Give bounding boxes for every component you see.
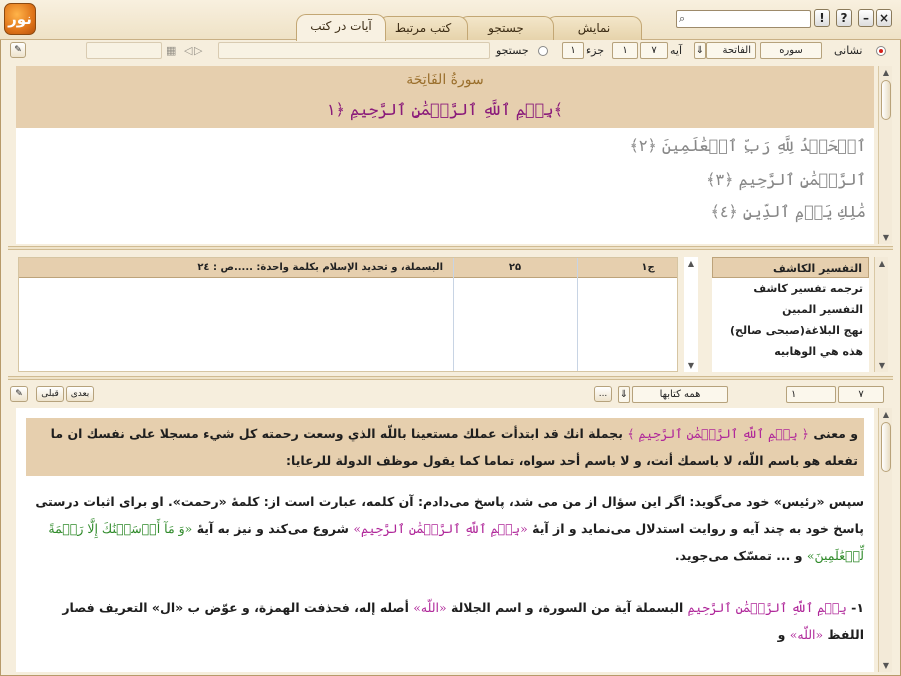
scroll-down-icon[interactable]: ▼ bbox=[882, 233, 890, 242]
splitter[interactable] bbox=[8, 246, 893, 250]
page-value[interactable]: ۷ bbox=[838, 386, 884, 403]
surah-header bbox=[16, 66, 874, 128]
commentary-toolbar bbox=[8, 383, 893, 405]
tools-icon[interactable]: ✎ bbox=[10, 386, 28, 402]
ayah-3[interactable]: ٱلرَّحۡمَٰنِ ٱلرَّحِيمِ ﴿٣﴾ bbox=[706, 170, 866, 189]
books-select[interactable]: همه کتابها bbox=[632, 386, 728, 403]
table-row[interactable] bbox=[19, 258, 677, 278]
scroll-down-icon[interactable]: ▼ bbox=[687, 361, 695, 370]
ayah-value[interactable]: ۷ bbox=[640, 42, 668, 59]
table-scrollbar[interactable] bbox=[684, 257, 698, 372]
scroll-thumb[interactable] bbox=[881, 422, 891, 472]
column-divider bbox=[453, 258, 454, 371]
splitter[interactable] bbox=[8, 376, 893, 380]
scroll-down-icon[interactable]: ▼ bbox=[878, 361, 886, 370]
scroll-thumb[interactable] bbox=[881, 80, 891, 120]
books-dropdown-icon[interactable]: ⇓ bbox=[618, 386, 630, 403]
surah-title: سورةُ الفَاتِحَة bbox=[406, 72, 484, 88]
search-input[interactable] bbox=[676, 10, 811, 28]
ayah-label: آیه bbox=[670, 44, 683, 57]
prev-button[interactable]: قبلی bbox=[36, 386, 64, 402]
address-label: نشانی bbox=[834, 44, 863, 57]
results-table bbox=[18, 257, 678, 372]
tools-icon[interactable]: ✎ bbox=[10, 42, 26, 58]
scroll-down-icon[interactable]: ▼ bbox=[882, 661, 890, 670]
quran-scrollbar[interactable] bbox=[878, 66, 892, 244]
keyboard-icon[interactable]: ▦ bbox=[166, 44, 177, 57]
next-button[interactable]: بعدی bbox=[66, 386, 94, 402]
list-item[interactable]: هذه هي الوهابيه bbox=[774, 345, 863, 358]
scroll-up-icon[interactable]: ▲ bbox=[878, 259, 886, 268]
ayah-4[interactable]: مَٰلِكِ يَوۡمِ ٱلدِّينِ ﴿٤﴾ bbox=[710, 202, 866, 221]
page-cell: ۲۵ bbox=[508, 262, 522, 273]
scroll-up-icon[interactable]: ▲ bbox=[687, 259, 695, 268]
search-icon[interactable]: ⌕ bbox=[679, 12, 686, 25]
search-scope-select[interactable] bbox=[86, 42, 162, 59]
tab-display[interactable]: نمایش bbox=[546, 16, 642, 40]
help-button[interactable]: ? bbox=[836, 9, 852, 27]
paragraph-1: و معنى ﴿ بِسۡمِ ٱللَّهِ ٱلرَّحۡمَٰنِ ٱلرَّحِيمِ ﴾ بجملة انك قد ابتدأت عملك مستعينا باللّه الذي وسعت رحمته كل شي‏ء مسجلا على نفسك ان ما تفعله هو باسم اللّه، لا باسمك أنت، و لا باسم أحد سواه، تماما كما يقول موظف الدولة للرعايا: bbox=[26, 418, 864, 476]
minimize-button[interactable]: – bbox=[858, 9, 874, 27]
search-next-icon[interactable]: ▷ bbox=[194, 44, 203, 57]
app-logo: نور bbox=[4, 3, 36, 35]
page-total[interactable]: ۱ bbox=[786, 386, 836, 403]
search-radio[interactable] bbox=[538, 46, 548, 56]
scroll-up-icon[interactable]: ▲ bbox=[882, 410, 890, 419]
search-prev-icon[interactable]: ◁ bbox=[184, 44, 193, 57]
address-radio[interactable] bbox=[876, 46, 886, 56]
juz-value[interactable]: ۱ bbox=[562, 42, 584, 59]
scroll-up-icon[interactable]: ▲ bbox=[882, 68, 890, 77]
list-item[interactable]: ترجمه تفسیر کاشف bbox=[753, 282, 863, 295]
ayah-number[interactable]: ۱ bbox=[612, 42, 638, 59]
close-button[interactable]: × bbox=[876, 9, 892, 27]
paragraph-3: ۱- بِسۡمِ ٱللَّهِ ٱلرَّحۡمَٰنِ ٱلرَّحِيمِ البسملة آية من السورة، و اسم الجلالة «اللّه» أصله إله، فحذفت الهمزة، و عوّض ب «ال» التعريف فصار اللفظ «اللّه» و bbox=[62, 600, 864, 642]
volume-cell: ج۱ bbox=[641, 262, 655, 273]
search-mode-label: جستجو bbox=[496, 44, 529, 57]
tab-verses-in-books[interactable]: آیات در کتب bbox=[296, 14, 386, 41]
list-item[interactable]: التفسير الكاشف bbox=[712, 257, 869, 278]
info-button[interactable]: ! bbox=[814, 9, 830, 27]
tafsir-book-list bbox=[712, 257, 869, 372]
navigation-row bbox=[8, 40, 893, 64]
ayah-2[interactable]: ٱلۡحَمۡدُ لِلَّهِ رَبِّ ٱلۡعَٰلَمِينَ ﴿٢﴾ bbox=[629, 136, 866, 155]
list-item[interactable]: التفسير المبين bbox=[782, 303, 863, 316]
tab-related-books[interactable]: کتب مرتبط bbox=[378, 16, 468, 40]
commentary-scrollbar[interactable] bbox=[878, 408, 892, 672]
tab-search[interactable]: جستجو bbox=[458, 16, 554, 40]
commentary-text bbox=[16, 408, 874, 672]
list-item[interactable]: نهج البلاغة(صبحی صالح) bbox=[730, 324, 863, 337]
paragraph-2: سپس «رئیس» خود می‌گوید: اگر این سؤال از من می شد، پاسخ می‌دادم: آن کلمه، عبارت است از: کلمهٔ «رحمت». او برای اثبات درستی پاسخ خود به چند آیه و روایت استدلال می‌نماید و از آیهٔ «بِسۡمِ ٱللَّهِ ٱلرَّحۡمَٰنِ ٱلرَّحِيمِ» شروع می‌کند و نیز به آیهٔ «وَ مَآ أَرۡسَلۡنَٰكَ إِلَّا رَحۡمَةً لِّلۡعَٰلَمِينَ» و ... تمسّک می‌جوید. bbox=[35, 494, 864, 563]
quran-panel bbox=[16, 66, 874, 244]
column-divider bbox=[577, 258, 578, 371]
list-scrollbar[interactable] bbox=[874, 257, 888, 372]
surah-field[interactable]: سوره bbox=[760, 42, 822, 59]
juz-label: جزء bbox=[586, 44, 605, 57]
more-button[interactable]: ... bbox=[594, 386, 612, 402]
basmala-verse[interactable]: بِسۡمِ ٱللَّهِ ٱلرَّحۡمَٰنِ ٱلرَّحِيمِ ﴿١﴾ bbox=[326, 100, 564, 119]
title-bar bbox=[0, 0, 901, 40]
surah-dropdown-icon[interactable]: ⇓ bbox=[694, 42, 706, 59]
title-cell: البسملة، و تحديد الإسلام بكلمة واحدة: .....ص : ۲٤ bbox=[197, 262, 443, 273]
search-text-field[interactable] bbox=[218, 42, 490, 59]
surah-select[interactable]: الفاتحة bbox=[706, 42, 756, 59]
